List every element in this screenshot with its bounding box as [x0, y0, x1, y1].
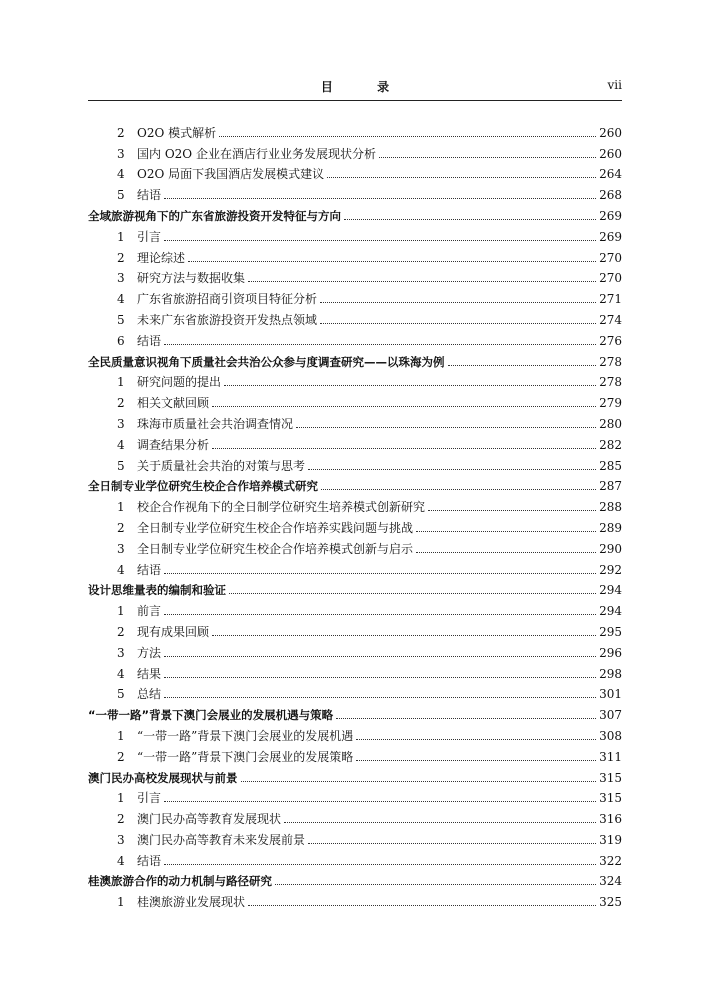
section-number: 1: [117, 895, 125, 910]
section-number: 2: [117, 396, 125, 411]
section-number: 2: [117, 624, 125, 639]
page-number: 316: [599, 812, 622, 827]
toc-section-entry: [88, 723, 622, 744]
page-number: 307: [599, 708, 622, 723]
page-number: 271: [599, 292, 622, 307]
section-number: 2: [117, 125, 125, 140]
toc-section-entry: [88, 744, 622, 765]
page-number: 264: [599, 167, 622, 182]
toc-chapter-entry: [88, 474, 622, 495]
toc-section-entry: [88, 515, 622, 536]
chapter-title: 全域旅游视角下的广东省旅游投资开发特征与方向: [88, 208, 341, 223]
dot-leader: [164, 613, 596, 615]
section-title: 相关文献回顾: [137, 396, 210, 411]
section-number: 3: [117, 541, 125, 556]
dot-leader: [284, 821, 596, 823]
dot-leader: [164, 696, 596, 698]
section-number: 1: [117, 604, 125, 619]
section-title: 理论综述: [137, 250, 186, 265]
section-title: 国内 O2O 企业在酒店行业业务发展现状分析: [137, 146, 376, 161]
dot-leader: [164, 197, 596, 199]
section-number: 3: [117, 832, 125, 847]
page-number: 276: [599, 333, 622, 348]
section-title: 研究方法与数据收集: [137, 271, 246, 286]
dot-leader: [164, 343, 596, 345]
section-number: 1: [117, 728, 125, 743]
section-title: 全日制专业学位研究生校企合作培养模式创新与启示: [137, 541, 414, 556]
section-number: 1: [117, 791, 125, 806]
section-title: O2O 模式解析: [137, 125, 217, 140]
dot-leader: [241, 780, 597, 782]
section-title: 澳门民办高等教育未来发展前景: [137, 832, 306, 847]
page-number: 296: [599, 645, 622, 660]
page-number: 287: [599, 479, 622, 494]
page-number: 274: [599, 312, 622, 327]
page-number: 295: [599, 624, 622, 639]
section-title: “一带一路”背景下澳门会展业的发展策略: [137, 749, 354, 764]
section-number: 2: [117, 749, 125, 764]
toc-section-entry: [88, 453, 622, 474]
section-title: 桂澳旅游业发展现状: [137, 895, 246, 910]
section-title: 结语: [137, 188, 162, 203]
section-number: 4: [117, 666, 125, 681]
page-number: 269: [599, 208, 622, 223]
section-title: O2O 局面下我国酒店发展模式建议: [137, 167, 325, 182]
chapter-title: 桂澳旅游合作的动力机制与路径研究: [88, 874, 272, 889]
dot-leader: [248, 280, 596, 282]
table-of-contents: [88, 120, 622, 910]
toc-chapter-entry: [88, 578, 622, 599]
dot-leader: [356, 738, 596, 740]
toc-chapter-entry: [88, 765, 622, 786]
dot-leader: [416, 551, 596, 553]
header-page-number: vii: [607, 78, 622, 92]
toc-section-entry: [88, 182, 622, 203]
dot-leader: [212, 447, 596, 449]
toc-section-entry: [88, 682, 622, 703]
dot-leader: [164, 800, 596, 802]
dot-leader: [416, 530, 596, 532]
page-number: 285: [599, 458, 622, 473]
dot-leader: [164, 572, 596, 574]
page-number: 279: [599, 396, 622, 411]
dot-leader: [320, 301, 596, 303]
header-title: 目 录: [320, 80, 410, 94]
dot-leader: [164, 676, 596, 678]
section-number: 2: [117, 250, 125, 265]
toc-section-entry: [88, 848, 622, 869]
page-number: 288: [599, 500, 622, 515]
section-title: 结语: [137, 562, 162, 577]
toc-section-entry: [88, 245, 622, 266]
section-title: 现有成果回顾: [137, 624, 210, 639]
section-title: 结语: [137, 333, 162, 348]
toc-section-entry: [88, 120, 622, 141]
page-number: 294: [599, 604, 622, 619]
page-number: 315: [599, 791, 622, 806]
toc-section-entry: [88, 786, 622, 807]
toc-chapter-entry: [88, 702, 622, 723]
section-title: 珠海市质量社会共治调查情况: [137, 416, 294, 431]
section-title: 关于质量社会共治的对策与思考: [137, 458, 306, 473]
section-title: 全日制专业学位研究生校企合作培养实践问题与挑战: [137, 520, 414, 535]
section-number: 5: [117, 312, 125, 327]
dot-leader: [321, 488, 596, 490]
toc-section-entry: [88, 390, 622, 411]
dot-leader: [327, 176, 596, 178]
toc-section-entry: [88, 328, 622, 349]
page-number: 269: [599, 229, 622, 244]
section-number: 3: [117, 645, 125, 660]
page-number: 268: [599, 188, 622, 203]
dot-leader: [164, 655, 596, 657]
toc-section-entry: [88, 619, 622, 640]
page-header: [88, 78, 622, 101]
page-number: 322: [599, 853, 622, 868]
section-title: 结果: [137, 666, 162, 681]
toc-section-entry: [88, 661, 622, 682]
dot-leader: [308, 842, 596, 844]
dot-leader: [356, 759, 596, 761]
toc-section-entry: [88, 162, 622, 183]
page-number: 290: [599, 541, 622, 556]
section-number: 5: [117, 458, 125, 473]
section-title: 澳门民办高等教育发展现状: [137, 812, 282, 827]
toc-section-entry: [88, 640, 622, 661]
page-number: 260: [599, 146, 622, 161]
section-number: 4: [117, 562, 125, 577]
page-number: 280: [599, 416, 622, 431]
dot-leader: [320, 322, 596, 324]
section-number: 1: [117, 229, 125, 244]
dot-leader: [428, 509, 596, 511]
section-title: 广东省旅游招商引资项目特征分析: [137, 292, 318, 307]
toc-section-entry: [88, 494, 622, 515]
page-number: 282: [599, 437, 622, 452]
section-number: 1: [117, 375, 125, 390]
chapter-title: 全日制专业学位研究生校企合作培养模式研究: [88, 479, 318, 494]
toc-section-entry: [88, 827, 622, 848]
dot-leader: [248, 904, 596, 906]
toc-section-entry: [88, 141, 622, 162]
section-number: 3: [117, 146, 125, 161]
section-number: 5: [117, 687, 125, 702]
page-number: 278: [599, 375, 622, 390]
section-number: 2: [117, 520, 125, 535]
dot-leader: [275, 883, 596, 885]
toc-chapter-entry: [88, 203, 622, 224]
dot-leader: [219, 135, 596, 137]
toc-section-entry: [88, 266, 622, 287]
toc-chapter-entry: [88, 349, 622, 370]
section-number: 2: [117, 812, 125, 827]
toc-section-entry: [88, 411, 622, 432]
dot-leader: [448, 364, 597, 366]
toc-section-entry: [88, 370, 622, 391]
section-number: 4: [117, 292, 125, 307]
page-number: 260: [599, 125, 622, 140]
section-title: 总结: [137, 687, 162, 702]
toc-section-entry: [88, 307, 622, 328]
chapter-title: 设计思维量表的编制和验证: [88, 583, 226, 598]
page-number: 301: [599, 687, 622, 702]
section-number: 4: [117, 853, 125, 868]
section-number: 3: [117, 416, 125, 431]
chapter-title: “一带一路”背景下澳门会展业的发展机遇与策略: [88, 708, 334, 723]
page-number: 298: [599, 666, 622, 681]
chapter-title: 全民质量意识视角下质量社会共治公众参与度调查研究——以珠海为例: [88, 354, 445, 369]
page-number: 315: [599, 770, 622, 785]
dot-leader: [212, 405, 596, 407]
section-number: 1: [117, 500, 125, 515]
section-title: 引言: [137, 229, 162, 244]
section-title: 前言: [137, 604, 162, 619]
dot-leader: [296, 426, 596, 428]
section-number: 4: [117, 437, 125, 452]
toc-section-entry: [88, 557, 622, 578]
dot-leader: [336, 717, 596, 719]
dot-leader: [379, 156, 596, 158]
section-number: 6: [117, 333, 125, 348]
page-number: 270: [599, 250, 622, 265]
page-number: 292: [599, 562, 622, 577]
dot-leader: [164, 863, 596, 865]
section-title: 引言: [137, 791, 162, 806]
dot-leader: [164, 239, 596, 241]
page-number: 278: [599, 354, 622, 369]
page-number: 325: [599, 895, 622, 910]
page-number: 311: [599, 749, 622, 764]
page-number: 289: [599, 520, 622, 535]
section-number: 3: [117, 271, 125, 286]
toc-section-entry: [88, 806, 622, 827]
page-number: 319: [599, 832, 622, 847]
page-number: 324: [599, 874, 622, 889]
page-number: 294: [599, 583, 622, 598]
toc-section-entry: [88, 286, 622, 307]
section-title: 调查结果分析: [137, 437, 210, 452]
section-title: 方法: [137, 645, 162, 660]
dot-leader: [224, 384, 596, 386]
section-title: 校企合作视角下的全日制学位研究生培养模式创新研究: [137, 500, 426, 515]
section-title: 研究问题的提出: [137, 375, 222, 390]
page-number: 270: [599, 271, 622, 286]
toc-chapter-entry: [88, 869, 622, 890]
toc-section-entry: [88, 889, 622, 910]
dot-leader: [188, 260, 596, 262]
toc-section-entry: [88, 536, 622, 557]
section-title: 未来广东省旅游投资开发热点领域: [137, 312, 318, 327]
toc-section-entry: [88, 598, 622, 619]
toc-section-entry: [88, 224, 622, 245]
page-number: 308: [599, 728, 622, 743]
dot-leader: [229, 592, 596, 594]
dot-leader: [212, 634, 596, 636]
toc-section-entry: [88, 432, 622, 453]
section-title: “一带一路”背景下澳门会展业的发展机遇: [137, 728, 354, 743]
section-number: 4: [117, 167, 125, 182]
section-title: 结语: [137, 853, 162, 868]
chapter-title: 澳门民办高校发展现状与前景: [88, 770, 238, 785]
dot-leader: [344, 218, 596, 220]
section-number: 5: [117, 188, 125, 203]
dot-leader: [308, 468, 596, 470]
